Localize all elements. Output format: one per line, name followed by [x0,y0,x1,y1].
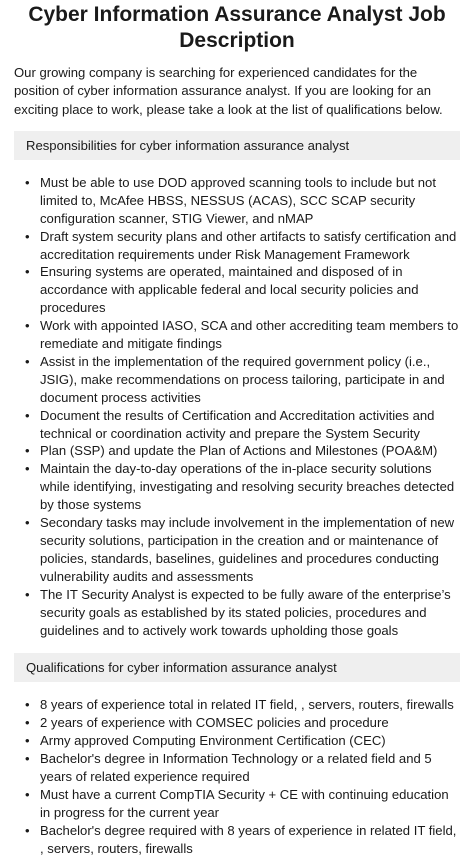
list-item-text: Work with appointed IASO, SCA and other accrediting team members to remediate and mitigate findings [40,318,459,352]
intro-paragraph: Our growing company is searching for experienced candidates for the position of cyber information assurance analyst. If you are looking for an exciting place to work, please take a look at the list of qualifications below. [14,65,443,117]
list-item [25,263,460,317]
responsibilities-section [14,131,460,640]
bullet-icon: • [25,786,30,802]
list-item-text: Bachelor's degree required with 8 years of experience in related IT field, , servers, routers, firewalls [40,822,457,856]
list-item [25,514,460,586]
list-item [25,786,460,822]
list-item-text: Bachelor's degree in Information Technology or a related field and 5 years of related experience required [40,751,432,785]
list-item [25,174,460,228]
qualifications-heading: Qualifications for cyber information assurance analyst [14,653,460,682]
qualifications-list [14,696,460,857]
bullet-icon: • [25,733,30,749]
bullet-icon: • [25,715,30,731]
list-item [25,407,460,443]
list-item [25,317,460,353]
list-item [25,714,460,732]
bullet-icon: • [25,461,30,477]
qualifications-section [14,653,460,857]
list-item [25,442,460,460]
list-item [25,822,460,858]
bullet-icon: • [25,318,30,334]
bullet-icon: • [25,174,30,190]
list-item [25,750,460,786]
list-item [25,696,460,714]
list-item [25,732,460,750]
list-item-text: Plan (SSP) and update the Plan of Actions and Milestones (POA&M) [40,443,438,459]
bullet-icon: • [25,697,30,713]
bullet-icon: • [25,586,30,602]
list-item-text: Assist in the implementation of the required government policy (i.e., JSIG), make recommendations on process tailoring, participate in and document process activities [40,353,445,405]
list-item [25,353,460,407]
list-item [25,228,460,264]
list-item-text: 2 years of experience with COMSEC policies and procedure [40,715,389,731]
bullet-icon: • [25,264,30,280]
list-item-text: 8 years of experience total in related IT field, , servers, routers, firewalls [40,697,454,713]
list-item-text: Army approved Computing Environment Certification (CEC) [40,733,386,749]
list-item-text: Secondary tasks may include involvement in the implementation of new security solutions, participation in the creation and or maintenance of policies, standards, baselines, guidelines and procedures conducting vulnerability audits and assessments [40,515,455,584]
bullet-icon: • [25,515,30,531]
list-item [25,586,460,640]
bullet-icon: • [25,822,30,838]
responsibilities-list [14,174,460,640]
list-item [25,460,460,514]
bullet-icon: • [25,443,30,459]
bullet-icon: • [25,228,30,244]
responsibilities-heading: Responsibilities for cyber information assurance analyst [14,131,460,160]
list-item-text: Ensuring systems are operated, maintained and disposed of in accordance with applicable federal and local security policies and procedures [40,264,419,316]
list-item-text: Maintain the day-to-day operations of the in-place security solutions while identifying, investigating and resolving security breaches detected by those systems [40,461,455,513]
bullet-icon: • [25,407,30,423]
bullet-icon: • [25,751,30,767]
list-item-text: Must be able to use DOD approved scanning tools to include but not limited to, McAfee HBSS, NESSUS (ACAS), SCC SCAP security configuration scanner, STIG Viewer, and nMAP [40,174,436,226]
list-item-text: Document the results of Certification and Accreditation activities and technical or coordination activity and prepare the System Security [40,407,435,441]
list-item-text: The IT Security Analyst is expected to be fully aware of the enterprise’s security goals as established by its stated policies, procedures and guidelines and to actively work towards upholding those goals [40,586,451,638]
bullet-icon: • [25,353,30,369]
list-item-text: Must have a current CompTIA Security + CE with continuing education in progress for the current year [40,786,449,820]
page-title: Cyber Information Assurance Analyst Job Description [28,3,446,52]
list-item-text: Draft system security plans and other artifacts to satisfy certification and accreditation requirements under Risk Management Framework [40,228,457,262]
